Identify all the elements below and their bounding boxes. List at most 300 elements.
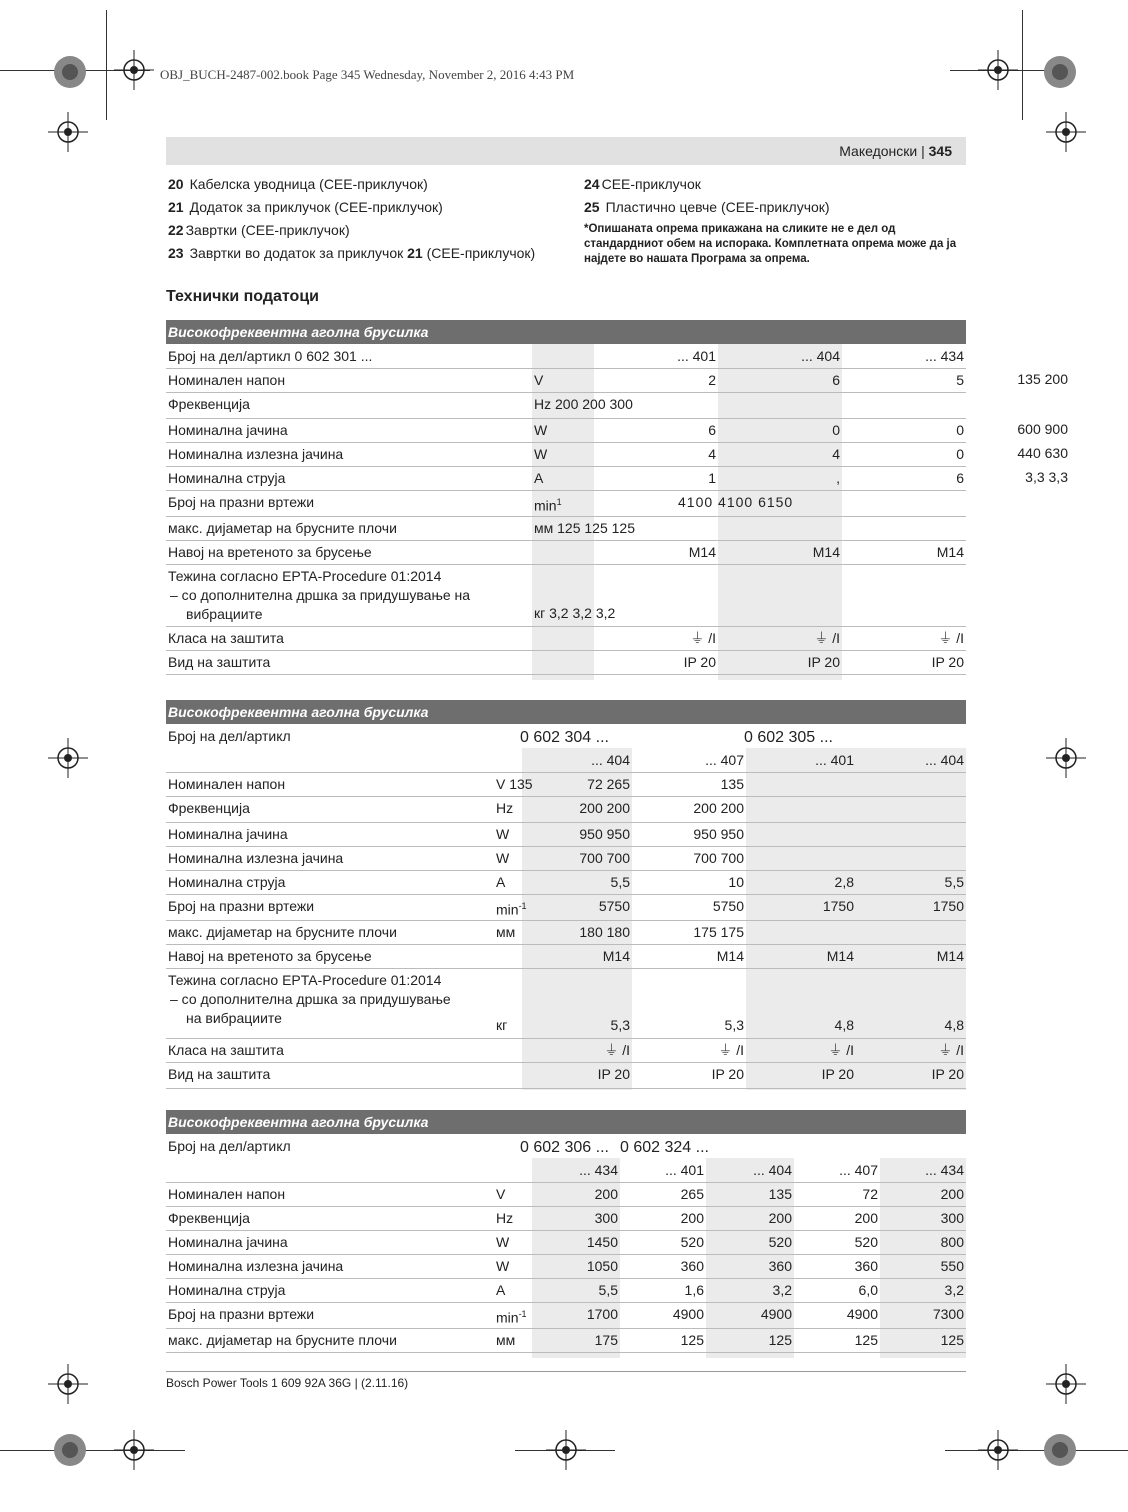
table-cell: M14 (688, 544, 716, 560)
unit-superscript: 1 (556, 497, 562, 507)
registration-mark-icon (48, 738, 88, 778)
row-unit (496, 1016, 507, 1035)
crop-mark (106, 10, 107, 120)
table-cell: 1750 (822, 898, 854, 914)
table-cell: ⏚ /I (718, 1042, 744, 1058)
footer-rule (166, 1371, 966, 1372)
table-cell: 1,6 (684, 1282, 704, 1298)
crop-mark (945, 1450, 1128, 1451)
table-cell: ⏚ /I (938, 630, 964, 646)
row-unit (496, 923, 515, 942)
table-cell: 520 (768, 1234, 792, 1250)
group-label: 0 602 304 ... (520, 729, 609, 746)
unit-text: мм (496, 1332, 516, 1348)
unit-text: кг (496, 1017, 508, 1033)
unit-text: Hz (496, 800, 514, 816)
table-row (166, 1038, 966, 1063)
row-label (168, 543, 372, 562)
unit-text: V 135 (496, 776, 533, 792)
table-cell: 5 (956, 372, 964, 388)
row-unit (534, 469, 543, 488)
overflow-value: 600 900 (1017, 421, 1068, 437)
table-cell: 4900 (760, 1306, 792, 1322)
row-label-text: – со дополнителна дршка за придушување (170, 991, 451, 1007)
table-title: Високофреквентна аголна брусилка (166, 320, 966, 344)
row-label (168, 1257, 343, 1276)
table-cell: IP 20 (931, 654, 964, 670)
table-cell: IP 20 (597, 1066, 630, 1082)
table-cell: ... 434 (579, 1162, 618, 1178)
table-cell: 360 (854, 1258, 878, 1274)
row-label (168, 849, 343, 868)
table-row (166, 368, 1068, 393)
row-label-text: Тежина согласно EPTA-Procedure 01:2014 (168, 568, 442, 584)
row-label (168, 971, 451, 1028)
table-cell: 200 (940, 1186, 964, 1202)
table-cell: 200 (854, 1210, 878, 1226)
unit-text: Hz 200 200 300 (534, 396, 633, 412)
unit-text: A (496, 874, 506, 890)
row-label-text: макс. дијаметар на брусните плочи (168, 924, 397, 940)
row-unit (534, 493, 562, 516)
table-row (166, 1182, 966, 1207)
table-row (166, 894, 966, 921)
table-cell: 5,5 (610, 874, 630, 890)
row-label-text: Број на празни вртежи (168, 898, 315, 914)
table-row (166, 1254, 966, 1279)
row-label (168, 727, 291, 746)
unit-text: min (496, 1309, 519, 1326)
row-label (168, 1065, 270, 1084)
row-label-text: Номинална излезна јачина (168, 1258, 344, 1274)
row-label-text: Број на дел/артикл (168, 728, 291, 744)
table-cell: M14 (936, 948, 964, 964)
table-cell: 950 950 (579, 826, 630, 842)
table-cell: 3,2 (944, 1282, 964, 1298)
table-cell: ... 407 (705, 752, 744, 768)
table-cell: 360 (768, 1258, 792, 1274)
table-row (166, 650, 966, 675)
table-cell: IP 20 (711, 1066, 744, 1082)
color-target-icon (52, 54, 88, 90)
row-label-text: Номинална струја (168, 874, 286, 890)
table-cell: ... 401 (815, 752, 854, 768)
legend-item: 24 CEE-приклучок (584, 176, 701, 192)
color-target-icon (52, 1432, 88, 1468)
table-row (166, 1206, 966, 1231)
table-cell: 5,3 (610, 1017, 630, 1033)
table-cell: ... 404 (753, 1162, 792, 1178)
unit-text: min (534, 497, 557, 514)
section-title: Технички податоци (166, 288, 319, 305)
row-label-text: Номинална јачина (168, 1234, 288, 1250)
overflow-value: 135 200 (1017, 371, 1068, 387)
table-row (166, 1328, 966, 1353)
row-label (168, 1137, 291, 1156)
registration-mark-icon (978, 50, 1018, 90)
table-cell: 0 (956, 446, 964, 462)
row-label (168, 421, 288, 440)
crop-mark (1022, 10, 1023, 120)
color-target-icon (1042, 1432, 1078, 1468)
table-cell: 4,8 (834, 1017, 854, 1033)
unit-text: W (496, 850, 510, 866)
registration-mark-icon (114, 50, 154, 90)
row-unit (534, 421, 547, 440)
row-label (168, 519, 397, 538)
row-label-text: Број на дел/артикл 0 602 301 ... (168, 348, 373, 364)
row-label-text: макс. дијаметар на брусните плочи (168, 520, 397, 536)
row-label (168, 799, 250, 818)
table-cell: ... 401 (677, 348, 716, 364)
registration-mark-icon (1046, 1364, 1086, 1404)
table-row (166, 1302, 966, 1329)
table-cell: 1700 (586, 1306, 618, 1322)
row-label (168, 1233, 288, 1252)
table-row (166, 490, 966, 517)
page-header (166, 137, 966, 165)
registration-mark-icon (114, 1430, 154, 1470)
row-unit (534, 395, 633, 414)
row-unit (496, 1257, 509, 1276)
table-cell: ... 404 (591, 752, 630, 768)
table-cell: 3,2 (772, 1282, 792, 1298)
group-label: 0 602 305 ... (744, 729, 833, 746)
table-cell: ... 434 (925, 1162, 964, 1178)
unit-superscript: -1 (518, 1309, 527, 1319)
table-row (166, 920, 966, 945)
table-cell: 2,8 (834, 874, 854, 890)
table-cell: 6 (708, 422, 716, 438)
header-language: Македонски (839, 143, 918, 159)
accessory-note: *Опишаната опрема прикажана на сликите не е дел од стандардниот обем на испорака. Комплетната опрема може да ја најдете во нашата Програма за опрема. (584, 223, 957, 265)
table-row (166, 626, 966, 651)
table-cell: ... 407 (839, 1162, 878, 1178)
registration-mark-icon (48, 112, 88, 152)
registration-mark-icon (48, 1364, 88, 1404)
row-label-text: Номинална излезна јачина (168, 850, 344, 866)
table-cell: 700 700 (579, 850, 630, 866)
table-cell: 180 180 (579, 924, 630, 940)
unit-text: W (496, 826, 510, 842)
row-label-text: Номинален напон (168, 372, 286, 388)
row-unit (496, 1233, 509, 1252)
header-separator: | (917, 143, 929, 159)
row-unit (496, 849, 509, 868)
row-unit (534, 604, 615, 623)
row-label (168, 629, 284, 648)
row-label (168, 947, 372, 966)
table-cell: 200 (680, 1210, 704, 1226)
table-row (166, 846, 966, 871)
table-cell: M14 (826, 948, 854, 964)
table-cell: 1450 (586, 1234, 618, 1250)
row-unit (534, 371, 543, 390)
row-label (168, 1281, 285, 1300)
row-unit (534, 445, 547, 464)
table-cell: 135 (768, 1186, 792, 1202)
table-cell: 950 950 (693, 826, 744, 842)
row-label-text: Номинална јачина (168, 422, 288, 438)
table-cell: 1050 (586, 1258, 618, 1274)
row-label-text: вибрациите (186, 606, 263, 622)
table-cell: 7300 (932, 1306, 964, 1322)
row-label-text: Број на празни вртежи (168, 494, 315, 510)
row-unit (496, 1281, 505, 1300)
table-cell: 125 (768, 1332, 792, 1348)
table-cell: 175 175 (693, 924, 744, 940)
table-cell: M14 (602, 948, 630, 964)
spec-table-1 (166, 320, 1068, 680)
table-cell: 4 (832, 446, 840, 462)
row-unit (496, 799, 513, 818)
row-label (168, 873, 285, 892)
table-cell: M14 (716, 948, 744, 964)
row-label-text: Номинален напон (168, 776, 286, 792)
row-unit (496, 897, 527, 920)
table-cell: 4900 (672, 1306, 704, 1322)
table-row (166, 1134, 966, 1183)
registration-mark-icon (978, 1430, 1018, 1470)
page-number: 345 (928, 143, 952, 159)
table-cell: IP 20 (807, 654, 840, 670)
row-label (168, 493, 314, 512)
table-cell: 125 (854, 1332, 878, 1348)
legend-item: 23 Завртки во додаток за приклучок 21 (CEE-приклучок) (168, 245, 536, 261)
table-cell: 1 (708, 470, 716, 486)
table-cell: 1750 (932, 898, 964, 914)
print-meta: OBJ_BUCH-2487-002.book Page 345 Wednesday, November 2, 2016 4:43 PM (160, 67, 575, 82)
table-cell: 4,8 (944, 1017, 964, 1033)
table-cell: 5750 (712, 898, 744, 914)
table-row (166, 418, 1068, 443)
row-label (168, 1041, 284, 1060)
row-label-text: Номинална излезна јачина (168, 446, 344, 462)
row-label (168, 371, 285, 390)
table-row (166, 1230, 966, 1255)
row-unit (496, 1185, 505, 1204)
table-cell: ⏚ /I (938, 1042, 964, 1058)
unit-text: W (534, 446, 548, 462)
table-cell: 200 (594, 1186, 618, 1202)
legend-left (168, 174, 578, 264)
registration-mark-icon (1046, 112, 1086, 152)
table-cell: 72 265 (587, 776, 630, 792)
table-cell: ... 404 (925, 752, 964, 768)
row-unit (496, 873, 505, 892)
table-cell: 700 700 (693, 850, 744, 866)
unit-text: W (534, 422, 548, 438)
row-label (168, 775, 285, 794)
table-cell: 200 200 (579, 800, 630, 816)
row-label-text: Навој на вретеното за брусење (168, 948, 372, 964)
table-cell: 520 (854, 1234, 878, 1250)
table-cell: 4900 (846, 1306, 878, 1322)
table-cell: M14 (936, 544, 964, 560)
group-label: 0 602 306 ... (520, 1139, 609, 1156)
row-label-text: Фреквенција (168, 1210, 250, 1226)
table-row (166, 796, 966, 823)
row-label (168, 653, 270, 672)
unit-text: Hz (496, 1210, 514, 1226)
row-label (168, 395, 250, 414)
row-label-text: Фреквенција (168, 800, 250, 816)
table-cell: ⏚ /I (814, 630, 840, 646)
row-label-text: Тежина согласно EPTA-Procedure 01:2014 (168, 972, 442, 988)
table-cell: IP 20 (683, 654, 716, 670)
row-label-text: Номинална јачина (168, 826, 288, 842)
row-label-text: Номинална струја (168, 470, 286, 486)
table-row (166, 822, 966, 847)
table-row (166, 392, 966, 419)
table-row (166, 466, 1068, 491)
row-label (168, 1331, 397, 1350)
table-cell: 175 (594, 1332, 618, 1348)
row-unit (496, 1331, 515, 1350)
row-label-text: Навој на вретеното за брусење (168, 544, 372, 560)
table-row (166, 1062, 966, 1089)
table-cell: 5750 (598, 898, 630, 914)
overflow-value: 3,3 3,3 (1025, 469, 1068, 485)
table-cell: 135 (720, 776, 744, 792)
unit-text: кг 3,2 3,2 3,2 (534, 605, 616, 621)
table-cell: 200 200 (693, 800, 744, 816)
table-row (166, 772, 966, 797)
unit-text: V (534, 372, 544, 388)
row-label-text: Класа на заштита (168, 630, 284, 646)
table-cell: 360 (680, 1258, 704, 1274)
table-cell: 5,5 (944, 874, 964, 890)
row-label (168, 897, 314, 916)
legend-item: 25 Пластично цевче (CEE-приклучок) (584, 199, 830, 215)
table-cell: ⏚ /I (604, 1042, 630, 1058)
table-cell: ⏚ /I (828, 1042, 854, 1058)
row-label-text: Фреквенција (168, 396, 250, 412)
row-label (168, 1185, 285, 1204)
unit-text: W (496, 1258, 510, 1274)
table-cell: ... 404 (801, 348, 840, 364)
row-unit (496, 1305, 527, 1328)
table-cell: M14 (812, 544, 840, 560)
unit-text: W (496, 1234, 510, 1250)
unit-text: мм 125 125 125 (534, 520, 635, 536)
table-cell: 300 (940, 1210, 964, 1226)
group-label: 0 602 324 ... (620, 1139, 709, 1156)
spec-table-3 (166, 1110, 966, 1360)
table-cell: 10 (728, 874, 744, 890)
table-cell: 520 (680, 1234, 704, 1250)
row-label (168, 923, 397, 942)
table-cell: 4 (708, 446, 716, 462)
row-label (168, 347, 372, 366)
table-cell: ... 401 (665, 1162, 704, 1178)
table-row (166, 344, 966, 369)
row-label-text: – со дополнителна дршка за придушување на (170, 587, 471, 603)
row-label (168, 825, 288, 844)
legend-item: 21 Додаток за приклучок (CEE-приклучок) (168, 199, 443, 215)
table-row (166, 724, 966, 773)
unit-text: min (496, 901, 519, 918)
unit-superscript: -1 (518, 901, 527, 911)
table-row (166, 968, 966, 1039)
table-cell: 550 (940, 1258, 964, 1274)
page-footer: Bosch Power Tools 1 609 92A 36G | (2.11.16) (166, 1376, 409, 1390)
table-cell: 2 (708, 372, 716, 388)
row-label-text: Номинална струја (168, 1282, 286, 1298)
table-cell: 6 (832, 372, 840, 388)
table-cell: 5,5 (598, 1282, 618, 1298)
row-unit (534, 519, 635, 538)
legend-right (584, 174, 974, 218)
table-cell: 300 (594, 1210, 618, 1226)
registration-mark-icon (1046, 738, 1086, 778)
unit-text: A (496, 1282, 506, 1298)
table-cell: 4100 4100 6150 (678, 494, 794, 510)
crop-mark (0, 1450, 185, 1451)
row-label (168, 469, 285, 488)
row-label-text: на вибрациите (186, 1010, 282, 1026)
table-cell: 125 (940, 1332, 964, 1348)
row-label-text: Број на дел/артикл (168, 1138, 291, 1154)
row-label-text: Номинален напон (168, 1186, 286, 1202)
table-cell: 6 (956, 470, 964, 486)
table-cell: 800 (940, 1234, 964, 1250)
legend-item: 20 Кабелска уводница (CEE-приклучок) (168, 176, 428, 192)
row-label (168, 1305, 314, 1324)
table-row (166, 1278, 966, 1303)
unit-text: V (496, 1186, 506, 1202)
table-row (166, 944, 966, 969)
table-row (166, 516, 966, 541)
table-cell: 265 (680, 1186, 704, 1202)
row-label-text: Број на празни вртежи (168, 1306, 315, 1322)
color-target-icon (1042, 54, 1078, 90)
row-label-text: макс. дијаметар на брусните плочи (168, 1332, 397, 1348)
row-label (168, 1209, 250, 1228)
table-cell: ⏚ /I (690, 630, 716, 646)
table-cell: IP 20 (821, 1066, 854, 1082)
row-unit (496, 1209, 513, 1228)
table-cell: 125 (680, 1332, 704, 1348)
row-label-text: Вид на заштита (168, 654, 271, 670)
table-row (166, 564, 966, 627)
table-cell: 72 (862, 1186, 878, 1202)
table-cell: 0 (956, 422, 964, 438)
legend-item: 22 Завртки (CEE-приклучок) (168, 222, 350, 238)
spec-table-2 (166, 700, 966, 1090)
table-cell: 200 (768, 1210, 792, 1226)
table-row (166, 870, 966, 895)
table-cell: ... 434 (925, 348, 964, 364)
row-label-text: Вид на заштита (168, 1066, 271, 1082)
table-row (166, 442, 1068, 467)
table-title: Високофреквентна аголна брусилка (166, 1110, 966, 1134)
row-label (168, 445, 343, 464)
table-cell: IP 20 (931, 1066, 964, 1082)
table-cell: 6,0 (858, 1282, 878, 1298)
registration-mark-icon (546, 1430, 586, 1470)
table-row (166, 540, 966, 565)
unit-text: A (534, 470, 544, 486)
row-unit (496, 825, 509, 844)
row-label (168, 567, 470, 624)
table-cell: 0 (832, 422, 840, 438)
table-cell: , (836, 470, 840, 486)
unit-text: мм (496, 924, 516, 940)
overflow-value: 440 630 (1017, 445, 1068, 461)
table-cell: 5,3 (724, 1017, 744, 1033)
row-label-text: Класа на заштита (168, 1042, 284, 1058)
